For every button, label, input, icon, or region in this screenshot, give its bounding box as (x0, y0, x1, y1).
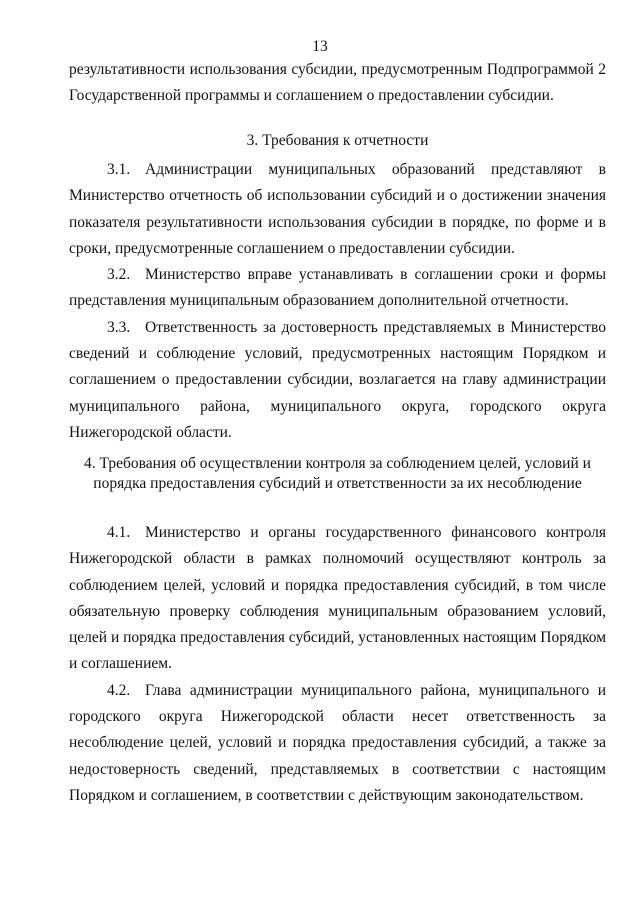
paragraph-text: Министерство вправе устанавливать в соглашении сроки и формы представления муниципальным образованием дополнительной отчетности. (69, 266, 606, 310)
section-4-heading (69, 454, 606, 494)
section-4-heading-line-2: порядка предоставления субсидий и ответственности за их несоблюдение (93, 475, 582, 492)
section-4-body (69, 520, 606, 809)
continuation-text: результативности использования субсидии, предусмотренным Подпрограммой 2 Государственной программы и соглашением о предоставлении субсидии. (69, 61, 606, 105)
paragraph-text: Ответственность за достоверность представляемых в Министерство сведений и соблюдение условий, предусмотренных настоящим Порядком и соглашением о предоставлении субсидии, возлагается на главу администрации муниципального района, муниципального округа, городского округа Нижегородской области. (69, 318, 606, 441)
paragraph-text: Администрации муниципальных образований представляют в Министерство отчетность об использовании субсидий и о достижении значения показателя результативности использования субсидии в порядке, по форме и в сроки, предусмотренные соглашением о предоставлении субсидии. (69, 161, 606, 257)
page-number: 13 (312, 38, 328, 55)
paragraph-text: Глава администрации муниципального района, муниципального и городского округа Нижегородской области несет ответственность за несоблюдение целей, условий и порядка предоставления субсидий, а также за недостоверность сведений, представляемых в соответствии с настоящим Порядком и соглашением, в соответствии с действующим законодательством. (69, 681, 606, 804)
paragraph-3-1 (69, 157, 606, 262)
section-3-body (69, 157, 606, 446)
paragraph-number: 3.3. (107, 318, 131, 336)
paragraph-number: 3.1. (107, 161, 131, 178)
paragraph-3-3 (69, 315, 606, 446)
continuation-paragraph (69, 57, 606, 110)
section-4-heading-line-1: 4. Требования об осуществлении контроля за соблюдением целей, условий и (84, 455, 591, 472)
paragraph-4-2 (69, 678, 606, 809)
paragraph-4-1 (69, 520, 606, 678)
section-3-heading: 3. Требования к отчетности (246, 132, 429, 149)
paragraph-number: 3.2. (107, 266, 131, 284)
paragraph-3-2 (69, 262, 606, 315)
paragraph-number: 4.1. (107, 524, 131, 541)
paragraph-number: 4.2. (107, 681, 131, 699)
paragraph-text: Министерство и органы государственного финансового контроля Нижегородской области в рамках полномочий осуществляют контроль за соблюдением целей, условий и порядка предоставления субсидий, в том числе обязательную проверку соблюдения муниципальным образованием условий, целей и порядка предоставления субсидий, установленных настоящим Порядком и соглашением. (69, 524, 606, 673)
